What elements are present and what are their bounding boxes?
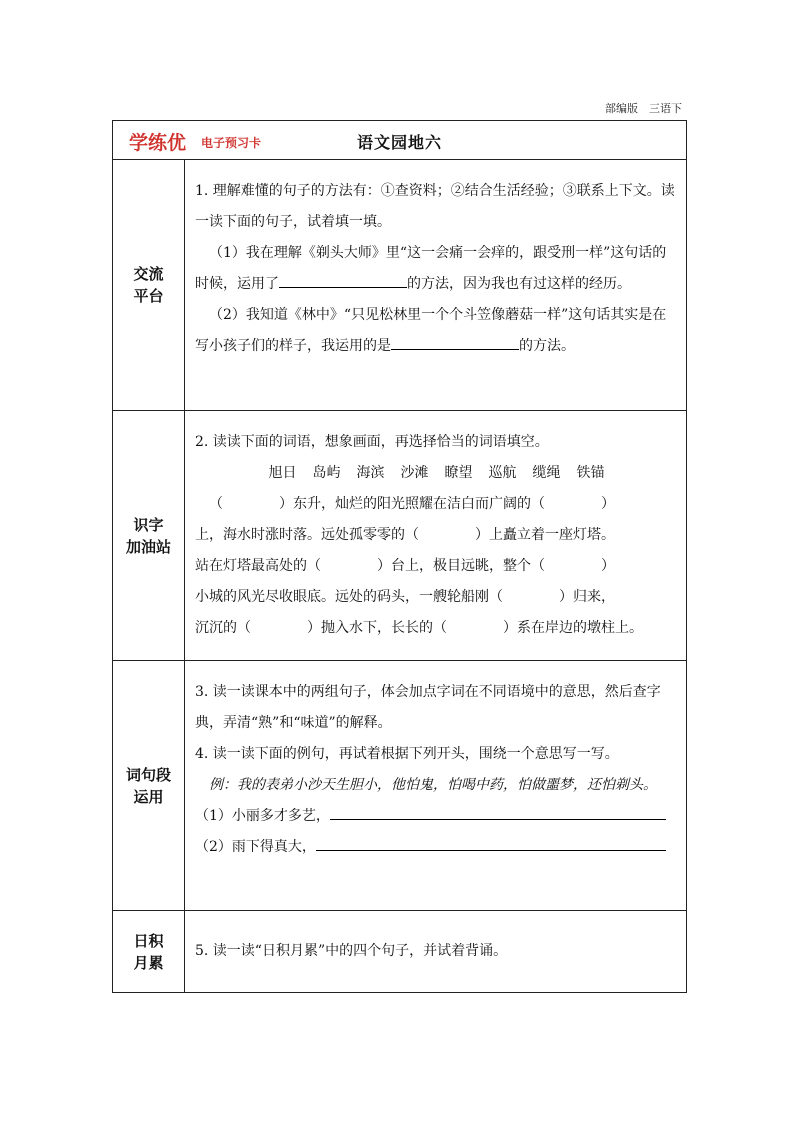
writing-blank[interactable] [330,805,666,820]
section-label [113,160,185,411]
question-text: （2）我知道《林中》“只见松林里一个个斗笠像蘑菇一样”这句话其实是在写小孩子们的样子，我运用的是 [195,307,667,354]
question-text: 的方法，因为我也有过这样的经历。 [407,276,631,292]
word-item: 沙滩 [400,465,429,481]
label-line: 运用 [133,787,164,806]
label-line: 词句段 [125,765,171,784]
section-literacy [113,411,687,661]
section-usage [113,661,687,911]
section-exchange [113,160,687,411]
word-item: 巡航 [488,465,517,481]
label-line: 交流 [133,265,164,283]
word-item: 岛屿 [312,465,341,481]
section-label [113,911,185,993]
writing-blank[interactable] [316,836,666,851]
section-content [185,911,687,993]
page-title: 语文园地六 [356,133,442,152]
writing-prompt: （1）小丽多才多艺， [195,808,330,824]
fill-paragraph-line: 站在灯塔最高处的（ ）台上，极目远眺，整个（ ） [195,558,615,574]
question-1a [195,238,678,300]
example-sentence: 例：我的表弟小沙天生胆小，他怕鬼，怕喝中药，怕做噩梦，还怕剃头。 [209,777,657,793]
brand-subtitle: 电子预习卡 [201,136,262,150]
question-1-intro: 1. 理解难懂的句子的方法有：①查资料；②结合生活经验；③联系上下文。读一读下面的句子，试着填一填。 [195,183,675,230]
label-line: 识字 [133,515,164,534]
question-2-intro: 2. 读读下面的词语，想象画面，再选择恰当的词语填空。 [195,434,549,450]
label-line: 日积 [133,931,164,950]
section-label [113,411,185,661]
question-3: 3. 读一读课本中的两组句子，体会加点字词在不同语境中的意思，然后查字典，弄清“熟”和“味道”的解释。 [195,684,661,731]
label-line: 平台 [133,287,164,305]
brand-logo: 学练优 [129,132,187,154]
question-text: （1）我在理解《剃头大师》里“这一会痛一会痒的，跟受刑一样”这句话的时候，运用了 [195,245,667,292]
writing-item-2 [195,832,678,863]
fill-paragraph-line: 小城的风光尽收眼底。远处的码头，一艘轮船刚（ ）归来， [195,589,615,605]
section-label [113,661,185,911]
word-bank [195,458,678,489]
card-header [113,121,687,160]
header-cell [113,121,687,160]
section-content [185,661,687,911]
edition-note: 部编版 三语下 [605,102,682,115]
fill-paragraph-line: 沉沉的（ ）抛入水下，长长的（ ）系在岸边的墩柱上。 [195,620,643,636]
section-accumulation [113,911,687,993]
question-4: 4. 读一读下面的例句，再试着根据下列开头，围绕一个意思写一写。 [195,746,619,762]
label-line: 月累 [133,953,164,972]
word-item: 铁锚 [576,465,605,481]
answer-blank[interactable] [391,335,519,350]
fill-paragraph-line: 上，海水时涨时落。远处孤零零的（ ）上矗立着一座灯塔。 [195,527,615,543]
fill-paragraph-line: （ ）东升，灿烂的阳光照耀在洁白而广阔的（ ） [209,496,615,512]
label-line: 加油站 [125,537,171,556]
word-item: 缆绳 [532,465,561,481]
question-text: 的方法。 [519,338,575,354]
question-5: 5. 读一读“日积月累”中的四个句子，并试着背诵。 [195,943,508,959]
writing-item-1 [195,801,678,832]
word-item: 瞭望 [444,465,473,481]
question-1b [195,300,678,362]
writing-prompt: （2）雨下得真大， [195,839,316,855]
section-content [185,160,687,411]
answer-blank[interactable] [279,273,407,288]
word-item: 旭日 [268,465,297,481]
word-item: 海滨 [356,465,385,481]
preview-card [112,120,687,993]
section-content [185,411,687,661]
